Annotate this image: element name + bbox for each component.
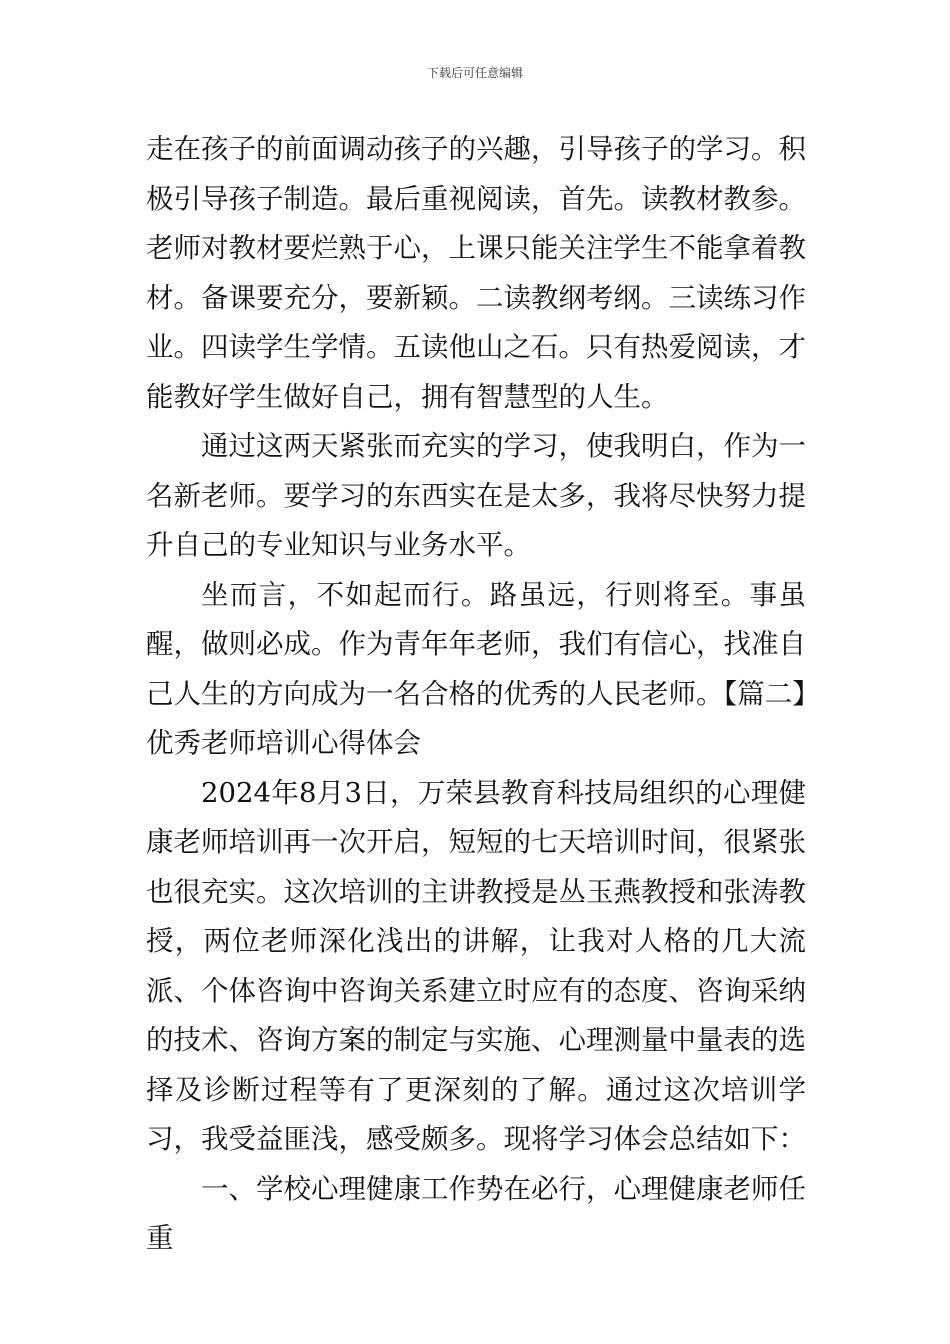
page-header: 下载后可任意编辑 — [426, 66, 523, 80]
paragraph: 一、学校心理健康工作势在必行，心理健康老师任重 — [146, 1172, 806, 1254]
paragraph: 通过这两天紧张而充实的学习，使我明白，作为一名新老师。要学习的东西实在是太多，我将尽快努力提升自己的专业知识与业务水平。 — [146, 430, 806, 561]
document-body — [146, 125, 806, 1264]
paragraph: 坐而言，不如起而行。路虽远，行则将至。事虽醒，做则必成。作为青年年老师，我们有信心，找准自己人生的方向成为一名合格的优秀的人民老师。【篇二】优秀老师培训心得体会 — [146, 578, 806, 759]
paragraph: 走在孩子的前面调动孩子的兴趣，引导孩子的学习。积极引导孩子制造。最后重视阅读，首先。读教材教参。老师对教材要烂熟于心，上课只能关注学生不能拿着教材。备课要充分，要新颖。二读教纲考纲。三读练习作业。四读学生学情。五读他山之石。只有热爱阅读，才能教好学生做好自己，拥有智慧型的人生。 — [146, 133, 806, 413]
paragraph: 2024年8月3日，万荣县教育科技局组织的心理健康老师培训再一次开启，短短的七天培训时间，很紧张也很充实。这次培训的主讲教授是丛玉燕教授和张涛教授，两位老师深化浅出的讲解，让我对人格的几大流派、个体咨询中咨询关系建立时应有的态度、咨询采纳的技术、咨询方案的制定与实施、心理测量中量表的选择及诊断过程等有了更深刻的了解。通过这次培训学习，我受益匪浅，感受颇多。现将学习体会总结如下： — [146, 776, 806, 1155]
